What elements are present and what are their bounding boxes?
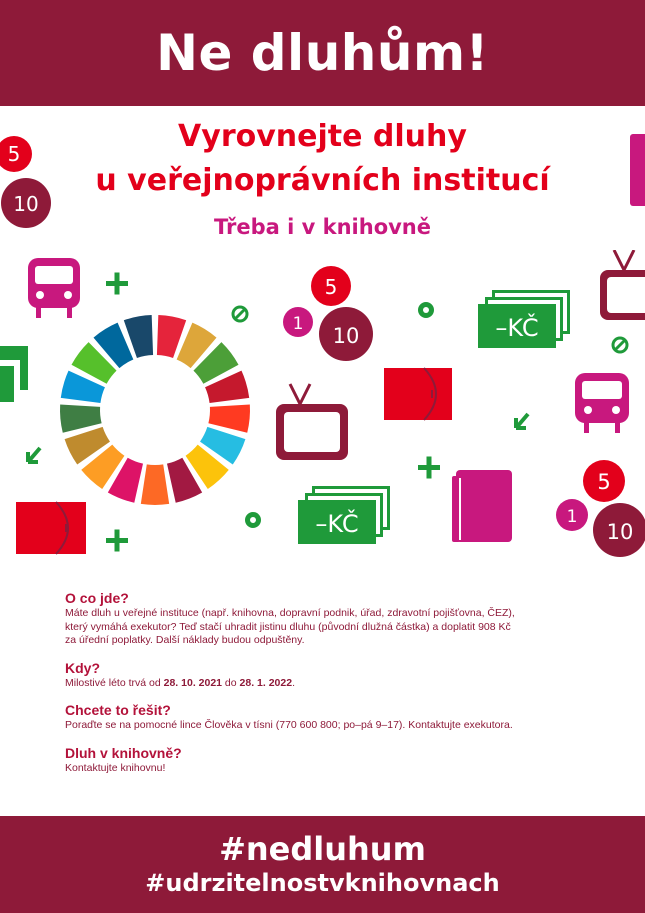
svg-text:10: 10 <box>332 324 360 348</box>
svg-text:10: 10 <box>13 192 39 216</box>
section-when <box>65 660 605 691</box>
tv-icon <box>276 384 348 460</box>
section-solve <box>65 702 605 733</box>
svg-text:–KČ: –KČ <box>315 510 359 538</box>
hashtag-secondary: #udrzitelnostvknihovnach <box>145 869 500 897</box>
money-stack-edge-icon <box>0 346 28 402</box>
hashtag-primary: #nedluhum <box>219 830 426 868</box>
sdg-segment <box>141 464 169 505</box>
svg-text:5: 5 <box>7 142 21 166</box>
headline-line-2: u veřejnoprávních institucí <box>95 163 550 198</box>
bottom-banner <box>0 816 645 913</box>
tv-icon-2 <box>600 250 645 320</box>
sdg-wheel-icon <box>60 315 250 505</box>
section-text: Poraďte se na pomocné lince Člověka v tísni (770 600 800; po–pá 9–17). Kontaktujte exekutora. <box>65 719 513 731</box>
svg-text:1: 1 <box>566 507 578 527</box>
page-title: Ne dluhům! <box>156 24 489 82</box>
sdg-segment <box>60 405 102 433</box>
section-text: Milostivé léto trvá od 28. 10. 2021 do 28. 1. 2022. <box>65 676 295 689</box>
coins-icon-2 <box>556 460 645 557</box>
section-title: Dluh v knihovně? <box>65 744 182 761</box>
top-banner <box>0 0 645 106</box>
section-title: Kdy? <box>65 659 100 676</box>
money-stack-icon-2 <box>298 486 390 544</box>
svg-text:–KČ: –KČ <box>495 314 539 342</box>
section-library <box>65 745 605 776</box>
section-text: Máte dluh u veřejné instituce (např. knihovna, dopravní podnik, úřad, zdravotní pojišťovna, ČEZ), který vymáhá exekutor? Teď stačí uhradit jistinu dluhu (původní dlužná částka) a doplatit 908 Kč za úřední poplatky. Další náklady budou odpuštěny. <box>65 607 515 646</box>
wallet-icon-2 <box>16 502 86 554</box>
bus-icon-2 <box>575 373 629 433</box>
wallet-icon <box>384 368 452 420</box>
date-from: 28. 10. 2021 <box>163 676 223 689</box>
date-to: 28. 1. 2022 <box>239 676 293 689</box>
sdg-segment <box>208 405 250 433</box>
section-what <box>65 590 605 648</box>
svg-text:1: 1 <box>292 314 304 334</box>
money-stack-icon <box>478 290 570 348</box>
section-title: Chcete to řešit? <box>65 702 171 718</box>
subheadline: Třeba i v knihovně <box>213 215 431 239</box>
book-icon <box>452 470 512 542</box>
bus-icon <box>28 258 80 318</box>
coins-top-left-icon <box>0 130 60 230</box>
svg-text:10: 10 <box>606 520 634 544</box>
svg-text:5: 5 <box>324 275 338 299</box>
section-text: Kontaktujte knihovnu! <box>65 761 166 774</box>
illustration <box>0 250 645 570</box>
headline-line-1: Vyrovnejte dluhy <box>178 119 467 154</box>
svg-text:5: 5 <box>597 470 611 494</box>
info-block <box>65 590 605 787</box>
headline <box>0 115 645 203</box>
coins-icon <box>283 266 373 361</box>
section-title: O co jde? <box>65 590 129 606</box>
book-edge-icon <box>628 130 645 210</box>
